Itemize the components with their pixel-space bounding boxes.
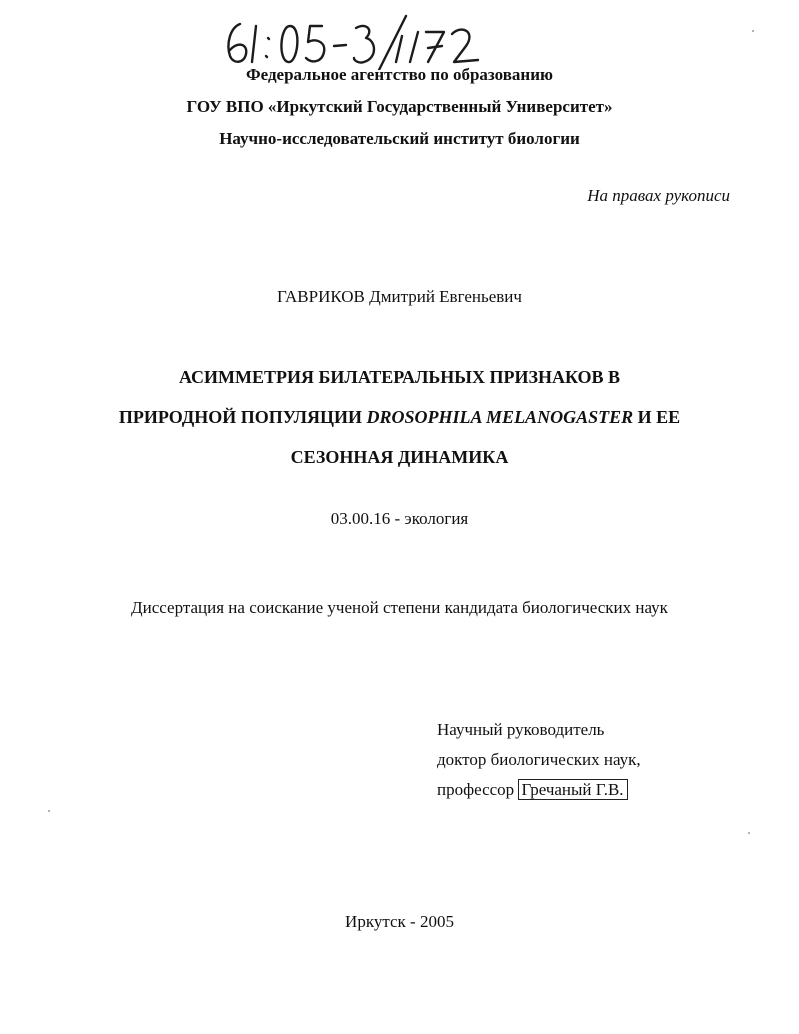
title-species-name: DROSOPHILA MELANOGASTER (366, 407, 634, 427)
scan-speck (752, 30, 754, 32)
supervisor-name: Гречаный Г.В. (518, 779, 627, 800)
title-line-2-post: И ЕЕ (633, 407, 681, 427)
header-university: ГОУ ВПО «Иркутский Государственный Университет» (186, 97, 613, 116)
title-line-2 (0, 407, 799, 428)
degree-statement: Диссертация на соискание ученой степени кандидата биологических наук (131, 598, 668, 617)
supervisor-role: Научный руководитель (437, 720, 605, 739)
title-line-3: СЕЗОННАЯ ДИНАМИКА (290, 447, 509, 467)
supervisor-position: профессор (437, 780, 515, 799)
title-line-2-pre: ПРИРОДНОЙ ПОПУЛЯЦИИ (118, 407, 367, 427)
header-institute: Научно-исследовательский институт биологии (219, 129, 580, 148)
scan-speck (48, 810, 50, 812)
title-line-1: АСИММЕТРИЯ БИЛАТЕРАЛЬНЫХ ПРИЗНАКОВ В (178, 367, 621, 387)
rights-note: На правах рукописи (587, 186, 730, 205)
supervisor-degree: доктор биологических наук, (437, 750, 641, 769)
header-agency: Федеральное агентство по образованию (246, 65, 553, 84)
specialty-code: 03.00.16 - экология (330, 509, 469, 528)
city-year: Иркутск - 2005 (345, 912, 454, 931)
handwritten-archive-code (222, 14, 482, 70)
scan-speck (748, 832, 750, 834)
supervisor-line (437, 780, 628, 800)
author-name: ГАВРИКОВ Дмитрий Евгеньевич (277, 287, 522, 306)
